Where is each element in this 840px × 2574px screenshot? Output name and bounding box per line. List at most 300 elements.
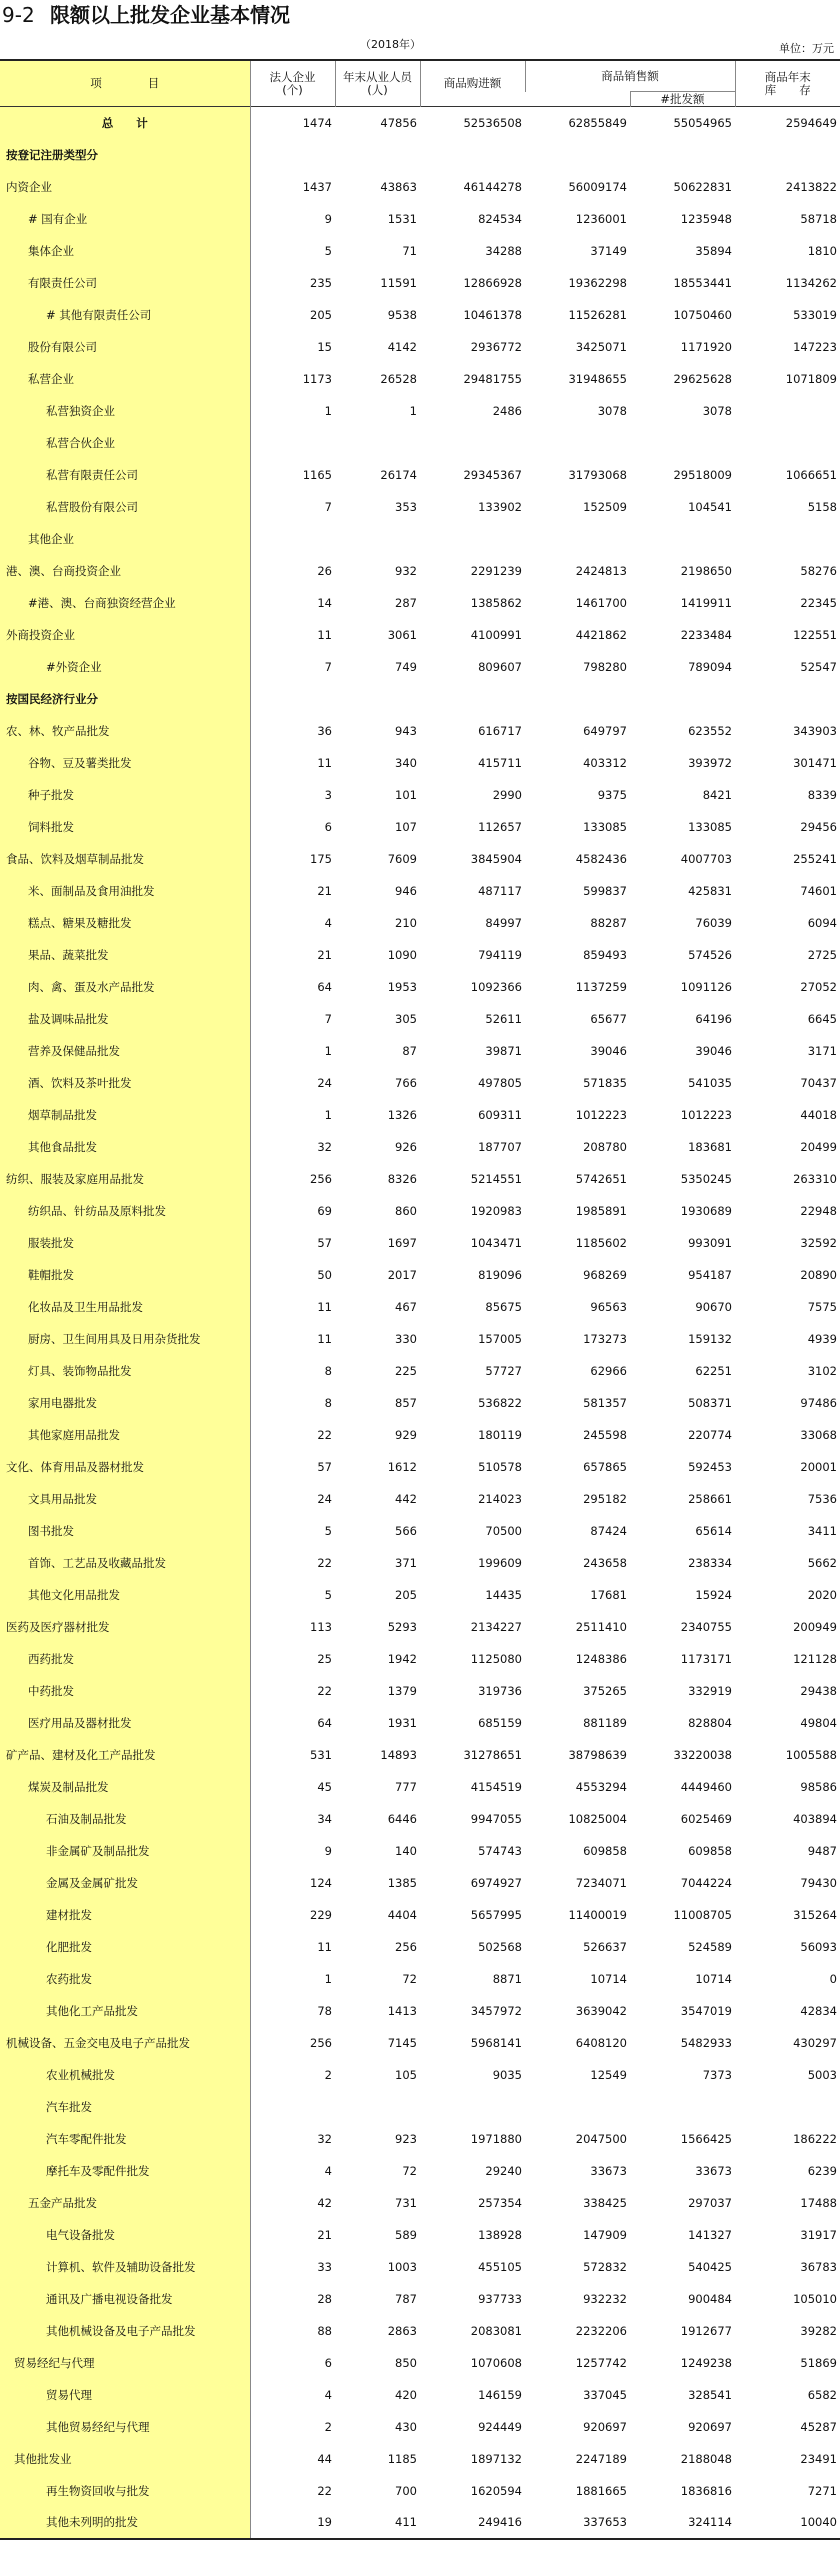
legal-units-cell: 205 bbox=[310, 307, 332, 322]
table-row bbox=[0, 2443, 840, 2475]
employees-cell: 107 bbox=[395, 819, 417, 834]
sales-cell: 4421862 bbox=[575, 627, 627, 642]
sales-cell: 7234071 bbox=[575, 1875, 627, 1890]
row-label: 私营股份有限公司 bbox=[0, 491, 250, 523]
sales-cell: 9375 bbox=[597, 787, 627, 802]
legal-units-cell: 1 bbox=[324, 1043, 332, 1058]
legal-units-cell: 22 bbox=[317, 1427, 332, 1442]
table-row bbox=[0, 971, 840, 1003]
legal-units-cell: 5 bbox=[324, 1523, 332, 1538]
wholesale-cell: 2340755 bbox=[680, 1619, 732, 1634]
row-label: 其他批发业 bbox=[0, 2443, 250, 2475]
table-row bbox=[0, 1707, 840, 1739]
inventory-cell: 17488 bbox=[800, 2195, 837, 2210]
table-title: 限额以上批发企业基本情况 bbox=[50, 3, 290, 27]
sales-cell: 572832 bbox=[583, 2259, 627, 2274]
table-row bbox=[0, 715, 840, 747]
employees-cell: 467 bbox=[395, 1299, 417, 1314]
row-label: #港、澳、台商独资经营企业 bbox=[0, 587, 250, 619]
row-label: 内资企业 bbox=[0, 171, 250, 203]
sales-cell: 2232206 bbox=[575, 2323, 627, 2338]
employees-cell: 700 bbox=[395, 2483, 417, 2498]
wholesale-cell: 324114 bbox=[630, 2507, 735, 2539]
employees-cell: 589 bbox=[395, 2227, 417, 2242]
wholesale-cell: 1171920 bbox=[680, 339, 732, 354]
inventory-cell: 58718 bbox=[800, 211, 837, 226]
employees-cell: 946 bbox=[395, 883, 417, 898]
employees-cell: 47856 bbox=[380, 115, 417, 130]
inventory-cell: 122551 bbox=[793, 627, 837, 642]
row-label: #外资企业 bbox=[0, 651, 250, 683]
table-row bbox=[0, 1003, 840, 1035]
legal-units-cell: 2 bbox=[324, 2419, 332, 2434]
employees-cell: 1 bbox=[409, 403, 417, 418]
purchases-cell bbox=[420, 139, 525, 171]
purchases-cell: 937733 bbox=[478, 2291, 522, 2306]
wholesale-cell: 65614 bbox=[695, 1523, 732, 1538]
legal-units-cell: 3 bbox=[324, 787, 332, 802]
row-label: 其他食品批发 bbox=[0, 1131, 250, 1163]
purchases-cell: 199609 bbox=[478, 1555, 522, 1570]
page-title bbox=[0, 0, 840, 30]
purchases-cell: 1920983 bbox=[470, 1203, 522, 1218]
table-row bbox=[0, 2091, 840, 2123]
sales-cell: 11526281 bbox=[568, 307, 627, 322]
sales-cell: 4582436 bbox=[575, 851, 627, 866]
inventory-cell: 23491 bbox=[800, 2451, 837, 2466]
purchases-cell: 1070608 bbox=[470, 2355, 522, 2370]
purchases-cell: 616717 bbox=[478, 723, 522, 738]
purchases-cell: 4100991 bbox=[470, 627, 522, 642]
table-row bbox=[0, 1675, 840, 1707]
legal-units-cell: 6 bbox=[324, 2355, 332, 2370]
header-purchases: 商品购进额 bbox=[420, 60, 525, 107]
inventory-cell bbox=[735, 683, 840, 715]
purchases-cell: 3845904 bbox=[470, 851, 522, 866]
table-row bbox=[0, 1835, 840, 1867]
table-row bbox=[0, 875, 840, 907]
header-wholesale: #批发额 bbox=[630, 92, 735, 107]
table-row bbox=[0, 2251, 840, 2283]
purchases-cell: 257354 bbox=[478, 2195, 522, 2210]
legal-units-cell: 33 bbox=[317, 2259, 332, 2274]
data-table bbox=[0, 59, 840, 2540]
inventory-cell: 2413822 bbox=[785, 179, 837, 194]
sales-cell: 62855849 bbox=[568, 115, 627, 130]
employees-cell: 43863 bbox=[380, 179, 417, 194]
sales-cell: 33673 bbox=[590, 2163, 627, 2178]
sales-cell: 338425 bbox=[583, 2195, 627, 2210]
purchases-cell: 187707 bbox=[478, 1139, 522, 1154]
wholesale-cell: 15924 bbox=[695, 1587, 732, 1602]
purchases-cell: 5657995 bbox=[470, 1907, 522, 1922]
wholesale-cell: 258661 bbox=[688, 1491, 732, 1506]
table-row bbox=[0, 1131, 840, 1163]
row-label: # 国有企业 bbox=[0, 203, 250, 235]
purchases-cell: 794119 bbox=[478, 947, 522, 962]
purchases-cell bbox=[420, 683, 525, 715]
legal-units-cell bbox=[250, 523, 335, 555]
wholesale-cell: 8421 bbox=[702, 787, 732, 802]
employees-cell: 857 bbox=[395, 1395, 417, 1410]
employees-cell: 71 bbox=[402, 243, 417, 258]
table-row bbox=[0, 1611, 840, 1643]
legal-units-cell: 57 bbox=[317, 1235, 332, 1250]
wholesale-cell: 1930689 bbox=[680, 1203, 732, 1218]
employees-cell: 205 bbox=[395, 1587, 417, 1602]
inventory-cell: 1005588 bbox=[785, 1747, 837, 1762]
purchases-cell: 4154519 bbox=[470, 1779, 522, 1794]
legal-units-cell: 1437 bbox=[302, 179, 332, 194]
legal-units-cell: 26 bbox=[317, 563, 332, 578]
wholesale-cell: 1419911 bbox=[680, 595, 732, 610]
header-sales: 商品销售额 bbox=[525, 60, 735, 92]
purchases-cell: 8871 bbox=[492, 1971, 522, 1986]
inventory-cell: 6645 bbox=[807, 1011, 837, 1026]
table-row bbox=[0, 171, 840, 203]
legal-units-cell bbox=[250, 427, 335, 459]
purchases-cell: 3457972 bbox=[470, 2003, 522, 2018]
inventory-cell: 33068 bbox=[800, 1427, 837, 1442]
employees-cell: 566 bbox=[395, 1523, 417, 1538]
legal-units-cell: 8 bbox=[324, 1363, 332, 1378]
inventory-cell: 70437 bbox=[800, 1075, 837, 1090]
purchases-cell bbox=[420, 2091, 525, 2123]
row-label: 农、林、牧产品批发 bbox=[0, 715, 250, 747]
row-label: 集体企业 bbox=[0, 235, 250, 267]
wholesale-cell: 64196 bbox=[695, 1011, 732, 1026]
table-row bbox=[0, 203, 840, 235]
inventory-cell: 10040 bbox=[735, 2507, 840, 2539]
table-row bbox=[0, 1387, 840, 1419]
table-row bbox=[0, 2411, 840, 2443]
sales-cell: 10714 bbox=[590, 1971, 627, 1986]
row-label: 服装批发 bbox=[0, 1227, 250, 1259]
sales-cell: 1185602 bbox=[575, 1235, 627, 1250]
table-row bbox=[0, 2315, 840, 2347]
legal-units-cell: 1165 bbox=[302, 467, 332, 482]
legal-units-cell: 256 bbox=[310, 1171, 332, 1186]
legal-units-cell: 21 bbox=[317, 883, 332, 898]
inventory-cell: 343903 bbox=[793, 723, 837, 738]
employees-cell: 305 bbox=[395, 1011, 417, 1026]
sales-cell: 62966 bbox=[590, 1363, 627, 1378]
inventory-cell: 29456 bbox=[800, 819, 837, 834]
purchases-cell: 1897132 bbox=[470, 2451, 522, 2466]
legal-units-cell: 36 bbox=[317, 723, 332, 738]
sales-cell: 5742651 bbox=[575, 1171, 627, 1186]
wholesale-cell: 4449460 bbox=[680, 1779, 732, 1794]
row-label: 非金属矿及制品批发 bbox=[0, 1835, 250, 1867]
employees-cell bbox=[335, 2091, 420, 2123]
employees-cell: 926 bbox=[395, 1139, 417, 1154]
wholesale-cell: 50622831 bbox=[673, 179, 732, 194]
purchases-cell: 1971880 bbox=[470, 2131, 522, 2146]
inventory-cell: 1066651 bbox=[785, 467, 837, 482]
inventory-cell: 6094 bbox=[807, 915, 837, 930]
row-label: 贸易经纪与代理 bbox=[0, 2347, 250, 2379]
row-label: 通讯及广播电视设备批发 bbox=[0, 2283, 250, 2315]
row-label: 西药批发 bbox=[0, 1643, 250, 1675]
table-row bbox=[0, 2059, 840, 2091]
purchases-cell: 9035 bbox=[492, 2067, 522, 2082]
purchases-cell: 2486 bbox=[492, 403, 522, 418]
employees-cell: 9538 bbox=[387, 307, 417, 322]
table-row bbox=[0, 1643, 840, 1675]
legal-units-cell: 7 bbox=[324, 499, 332, 514]
sales-cell: 932232 bbox=[583, 2291, 627, 2306]
employees-cell: 4142 bbox=[387, 339, 417, 354]
wholesale-cell: 35894 bbox=[695, 243, 732, 258]
purchases-cell: 70500 bbox=[485, 1523, 522, 1538]
sales-cell: 37149 bbox=[590, 243, 627, 258]
employees-cell: 850 bbox=[395, 2355, 417, 2370]
legal-units-cell: 19 bbox=[250, 2507, 335, 2539]
wholesale-cell: 609858 bbox=[688, 1843, 732, 1858]
header-legal-units-text: 法人企业 (个) bbox=[269, 69, 316, 97]
sales-cell: 649797 bbox=[583, 723, 627, 738]
wholesale-cell bbox=[630, 683, 735, 715]
table-row bbox=[0, 1419, 840, 1451]
row-label: 其他企业 bbox=[0, 523, 250, 555]
wholesale-cell: 238334 bbox=[688, 1555, 732, 1570]
employees-cell: 1612 bbox=[387, 1459, 417, 1474]
inventory-cell: 2594649 bbox=[785, 115, 837, 130]
table-row bbox=[0, 459, 840, 491]
wholesale-cell: 2198650 bbox=[680, 563, 732, 578]
sales-cell: 1985891 bbox=[575, 1203, 627, 1218]
row-label: 糕点、糖果及糖批发 bbox=[0, 907, 250, 939]
employees-cell: 140 bbox=[395, 1843, 417, 1858]
inventory-cell: 39282 bbox=[800, 2323, 837, 2338]
row-label: 建材批发 bbox=[0, 1899, 250, 1931]
legal-units-cell: 34 bbox=[317, 1811, 332, 1826]
sales-cell: 1257742 bbox=[575, 2355, 627, 2370]
total-row bbox=[0, 107, 840, 139]
row-label: 米、面制品及食用油批发 bbox=[0, 875, 250, 907]
sales-cell: 798280 bbox=[583, 659, 627, 674]
inventory-cell: 533019 bbox=[793, 307, 837, 322]
wholesale-cell: 29625628 bbox=[673, 371, 732, 386]
purchases-cell: 214023 bbox=[478, 1491, 522, 1506]
employees-cell: 6446 bbox=[387, 1811, 417, 1826]
employees-cell: 766 bbox=[395, 1075, 417, 1090]
legal-units-cell: 78 bbox=[317, 2003, 332, 2018]
purchases-cell: 415711 bbox=[478, 755, 522, 770]
employees-cell: 26528 bbox=[380, 371, 417, 386]
purchases-cell: 1043471 bbox=[470, 1235, 522, 1250]
sales-cell bbox=[525, 2091, 630, 2123]
legal-units-cell: 32 bbox=[317, 1139, 332, 1154]
inventory-cell: 74601 bbox=[800, 883, 837, 898]
section-row bbox=[0, 683, 840, 715]
sales-cell: 38798639 bbox=[568, 1747, 627, 1762]
sales-cell: 571835 bbox=[583, 1075, 627, 1090]
table-row bbox=[0, 619, 840, 651]
legal-units-cell: 1173 bbox=[302, 371, 332, 386]
inventory-cell: 51869 bbox=[800, 2355, 837, 2370]
purchases-cell: 29345367 bbox=[463, 467, 522, 482]
inventory-cell: 98586 bbox=[800, 1779, 837, 1794]
wholesale-cell: 33220038 bbox=[673, 1747, 732, 1762]
employees-cell: 2863 bbox=[387, 2323, 417, 2338]
inventory-cell: 403894 bbox=[793, 1811, 837, 1826]
table-row bbox=[0, 1579, 840, 1611]
legal-units-cell: 7 bbox=[324, 1011, 332, 1026]
wholesale-cell: 62251 bbox=[695, 1363, 732, 1378]
employees-cell: 860 bbox=[395, 1203, 417, 1218]
employees-cell: 371 bbox=[395, 1555, 417, 1570]
wholesale-cell: 900484 bbox=[688, 2291, 732, 2306]
table-row bbox=[0, 1995, 840, 2027]
row-label: 种子批发 bbox=[0, 779, 250, 811]
legal-units-cell: 11 bbox=[317, 627, 332, 642]
sales-cell: 19362298 bbox=[568, 275, 627, 290]
row-label: 盐及调味品批发 bbox=[0, 1003, 250, 1035]
wholesale-cell: 159132 bbox=[688, 1331, 732, 1346]
wholesale-cell bbox=[630, 139, 735, 171]
inventory-cell: 4939 bbox=[807, 1331, 837, 1346]
legal-units-cell: 11 bbox=[317, 1299, 332, 1314]
table-row bbox=[0, 491, 840, 523]
wholesale-cell: 1012223 bbox=[680, 1107, 732, 1122]
purchases-cell: 2083081 bbox=[470, 2323, 522, 2338]
purchases-cell: 31278651 bbox=[463, 1747, 522, 1762]
row-label: 汽车批发 bbox=[0, 2091, 250, 2123]
row-label: 首饰、工艺品及收藏品批发 bbox=[0, 1547, 250, 1579]
row-label: 酒、饮料及茶叶批发 bbox=[0, 1067, 250, 1099]
employees-cell: 1942 bbox=[387, 1651, 417, 1666]
purchases-cell: 138928 bbox=[478, 2227, 522, 2242]
inventory-cell: 31917 bbox=[800, 2227, 837, 2242]
employees-cell: 72 bbox=[402, 1971, 417, 1986]
legal-units-cell: 229 bbox=[310, 1907, 332, 1922]
table-row bbox=[0, 267, 840, 299]
table-row bbox=[0, 1227, 840, 1259]
purchases-cell: 487117 bbox=[478, 883, 522, 898]
row-label: 化肥批发 bbox=[0, 1931, 250, 1963]
wholesale-cell: 993091 bbox=[688, 1235, 732, 1250]
legal-units-cell: 235 bbox=[310, 275, 332, 290]
row-label: 五金产品批发 bbox=[0, 2187, 250, 2219]
row-label: 中药批发 bbox=[0, 1675, 250, 1707]
sales-cell: 147909 bbox=[583, 2227, 627, 2242]
employees-cell: 1379 bbox=[387, 1683, 417, 1698]
wholesale-cell: 1912677 bbox=[680, 2323, 732, 2338]
sales-cell: 4553294 bbox=[575, 1779, 627, 1794]
legal-units-cell: 7 bbox=[324, 659, 332, 674]
header-employees bbox=[335, 60, 420, 107]
table-row bbox=[0, 1963, 840, 1995]
wholesale-cell: 1836816 bbox=[680, 2483, 732, 2498]
row-label: 果品、蔬菜批发 bbox=[0, 939, 250, 971]
row-label: 其他文化用品批发 bbox=[0, 1579, 250, 1611]
purchases-cell: 12866928 bbox=[463, 275, 522, 290]
wholesale-cell: 297037 bbox=[688, 2195, 732, 2210]
table-row bbox=[0, 235, 840, 267]
wholesale-cell: 10714 bbox=[695, 1971, 732, 1986]
sales-cell: 39046 bbox=[590, 1043, 627, 1058]
row-label: 化妆品及卫生用品批发 bbox=[0, 1291, 250, 1323]
sales-cell: 243658 bbox=[583, 1555, 627, 1570]
sales-cell: 87424 bbox=[590, 1523, 627, 1538]
table-row bbox=[0, 1483, 840, 1515]
header-legal-units bbox=[250, 60, 335, 107]
wholesale-cell: 540425 bbox=[688, 2259, 732, 2274]
inventory-cell: 7271 bbox=[807, 2483, 837, 2498]
table-row bbox=[0, 2123, 840, 2155]
inventory-cell bbox=[735, 427, 840, 459]
purchases-cell: 6974927 bbox=[470, 1875, 522, 1890]
sales-cell: 133085 bbox=[583, 819, 627, 834]
row-label: 饲料批发 bbox=[0, 811, 250, 843]
wholesale-cell: 623552 bbox=[688, 723, 732, 738]
employees-cell: 1531 bbox=[387, 211, 417, 226]
employees-cell: 777 bbox=[395, 1779, 417, 1794]
table-row bbox=[0, 1931, 840, 1963]
purchases-cell: 536822 bbox=[478, 1395, 522, 1410]
sales-cell: 2424813 bbox=[575, 563, 627, 578]
table-row bbox=[0, 2475, 840, 2507]
legal-units-cell: 88 bbox=[317, 2323, 332, 2338]
row-label: 股份有限公司 bbox=[0, 331, 250, 363]
sales-cell: 3639042 bbox=[575, 2003, 627, 2018]
inventory-cell: 20499 bbox=[800, 1139, 837, 1154]
sales-cell: 3425071 bbox=[575, 339, 627, 354]
purchases-cell: 2134227 bbox=[470, 1619, 522, 1634]
sales-cell: 31793068 bbox=[568, 467, 627, 482]
legal-units-cell: 57 bbox=[317, 1459, 332, 1474]
table-row bbox=[0, 2347, 840, 2379]
legal-units-cell: 11 bbox=[317, 1939, 332, 1954]
row-label: 医药及医疗器材批发 bbox=[0, 1611, 250, 1643]
legal-units-cell: 32 bbox=[317, 2131, 332, 2146]
purchases-cell: 180119 bbox=[478, 1427, 522, 1442]
purchases-cell: 685159 bbox=[478, 1715, 522, 1730]
sales-cell bbox=[525, 523, 630, 555]
wholesale-cell: 39046 bbox=[695, 1043, 732, 1058]
sales-cell: 12549 bbox=[590, 2067, 627, 2082]
sales-cell: 152509 bbox=[583, 499, 627, 514]
wholesale-cell: 393972 bbox=[688, 755, 732, 770]
header-item: 项 目 bbox=[0, 60, 250, 107]
wholesale-cell: 18553441 bbox=[673, 275, 732, 290]
inventory-cell: 3411 bbox=[807, 1523, 837, 1538]
wholesale-cell: 574526 bbox=[688, 947, 732, 962]
row-label: 石油及制品批发 bbox=[0, 1803, 250, 1835]
sales-cell: 1881665 bbox=[575, 2483, 627, 2498]
table-row bbox=[0, 811, 840, 843]
employees-cell: 1931 bbox=[387, 1715, 417, 1730]
purchases-cell: 809607 bbox=[478, 659, 522, 674]
table-row bbox=[0, 1323, 840, 1355]
table-row bbox=[0, 2283, 840, 2315]
row-label: 家用电器批发 bbox=[0, 1387, 250, 1419]
purchases-cell: 5968141 bbox=[470, 2035, 522, 2050]
employees-cell: 787 bbox=[395, 2291, 417, 2306]
employees-cell: 11591 bbox=[380, 275, 417, 290]
employees-cell: 5293 bbox=[387, 1619, 417, 1634]
table-row bbox=[0, 2379, 840, 2411]
employees-cell: 256 bbox=[395, 1939, 417, 1954]
sales-cell: 609858 bbox=[583, 1843, 627, 1858]
inventory-cell: 22345 bbox=[800, 595, 837, 610]
wholesale-cell: 7044224 bbox=[680, 1875, 732, 1890]
inventory-cell: 147223 bbox=[793, 339, 837, 354]
row-label: 外商投资企业 bbox=[0, 619, 250, 651]
purchases-cell: 29481755 bbox=[463, 371, 522, 386]
legal-units-cell: 11 bbox=[317, 755, 332, 770]
